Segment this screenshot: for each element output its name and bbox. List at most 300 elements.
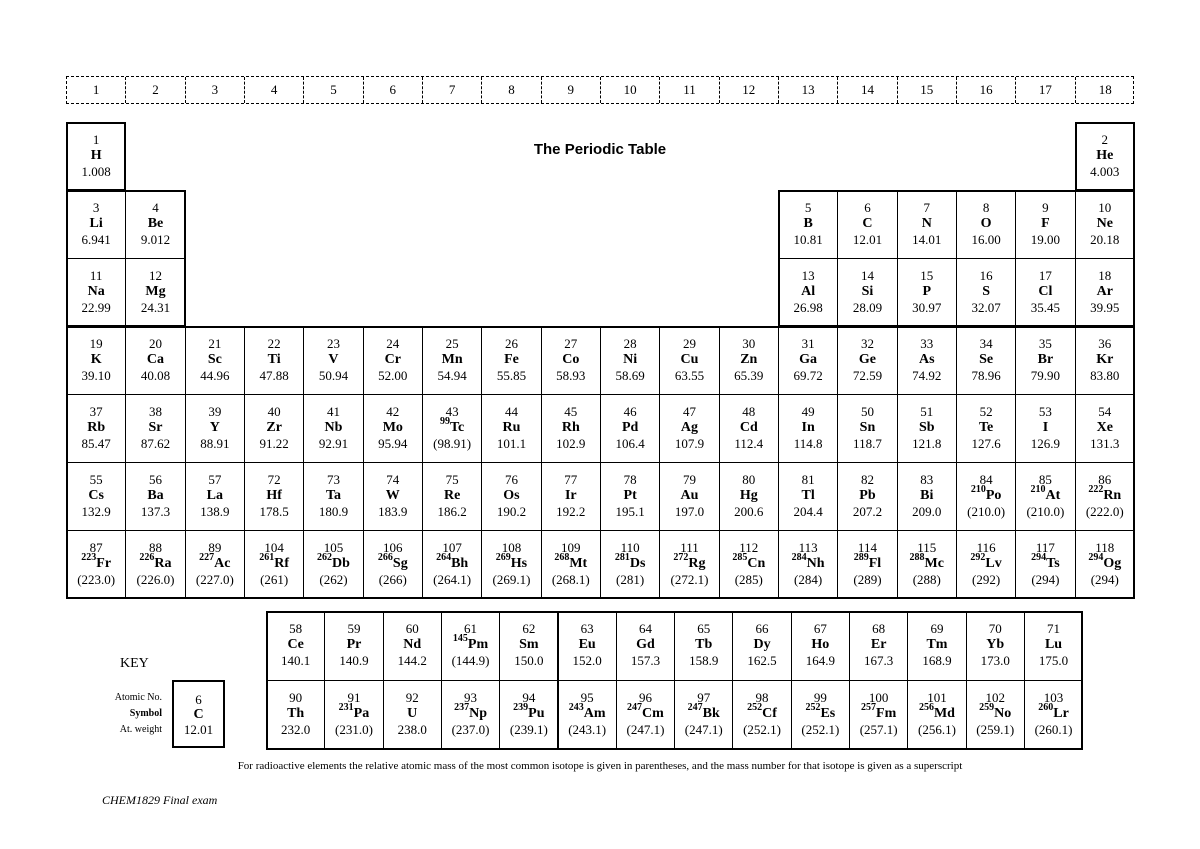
element-cell: [1015, 326, 1075, 395]
element-cell: [558, 680, 617, 750]
element-cell: [616, 611, 675, 681]
atomic-number: 14: [860, 268, 874, 283]
element-symbol: [720, 420, 778, 436]
atomic-number: 78: [623, 472, 637, 487]
atomic-weight: 87.62: [140, 436, 171, 451]
atomic-weight: 238.0: [397, 722, 427, 737]
symbol-text: Pb: [859, 488, 876, 503]
atomic-number: 114: [857, 540, 877, 555]
atomic-number: 109: [561, 540, 581, 555]
element-cell: [849, 680, 908, 750]
symbol-text: Te: [978, 420, 994, 435]
group-number: 15: [898, 77, 957, 103]
symbol-text: B: [803, 216, 813, 231]
element-symbol: [838, 352, 896, 368]
atomic-weight: 167.3: [864, 653, 894, 668]
atomic-weight: 88.91: [200, 436, 230, 451]
element-symbol: [186, 352, 244, 368]
element-symbol: [617, 702, 674, 722]
element-cell: [791, 611, 850, 681]
element-cell: [185, 462, 245, 531]
element-cell: [125, 394, 185, 463]
element-symbol: [423, 416, 481, 436]
atomic-weight: 39.95: [1090, 300, 1120, 315]
atomic-weight: 26.98: [793, 300, 823, 315]
element-symbol: [957, 284, 1015, 300]
atomic-weight: 140.1: [281, 653, 311, 668]
atomic-weight: 47.88: [259, 368, 289, 383]
atomic-number: 24: [386, 336, 400, 351]
element-cell: [1075, 462, 1135, 531]
symbol-text: Gd: [636, 637, 655, 652]
element-cell: [956, 326, 1016, 395]
element-symbol: [908, 637, 965, 653]
exam-label: CHEM1829 Final exam: [102, 793, 218, 807]
group-number: 5: [304, 77, 363, 103]
element-cell: [324, 611, 383, 681]
atomic-weight: (272.1): [670, 572, 709, 587]
mass-number: 272: [673, 552, 689, 564]
atomic-number: 57: [208, 472, 222, 487]
element-cell: [1075, 190, 1135, 259]
atomic-weight: 65.39: [734, 368, 764, 383]
atomic-number: 96: [638, 690, 652, 705]
symbol-text: Ta: [325, 488, 341, 503]
atomic-number: 100: [868, 690, 889, 705]
symbol-text: Mt: [569, 556, 588, 571]
group-number: 4: [245, 77, 304, 103]
element-symbol: [423, 488, 481, 504]
symbol-text: Se: [979, 352, 994, 367]
symbol-text: Sn: [859, 420, 876, 435]
element-symbol: [1016, 284, 1074, 300]
symbol-text: Es: [820, 706, 836, 721]
atomic-weight: 39.10: [81, 368, 111, 383]
element-cell: [266, 611, 325, 681]
atomic-weight: 40.08: [140, 368, 171, 383]
element-symbol: [304, 420, 362, 436]
element-symbol: [1076, 420, 1134, 436]
element-cell: [837, 258, 897, 327]
atomic-weight: 178.5: [259, 504, 289, 519]
group-number: 13: [779, 77, 838, 103]
element-symbol: [1025, 702, 1082, 722]
element-cell: [966, 680, 1025, 750]
atomic-number: 83: [920, 472, 934, 487]
element-cell: [125, 326, 185, 395]
atomic-number: 44: [504, 404, 518, 419]
atomic-number: 112: [739, 540, 759, 555]
element-cell: [732, 680, 791, 750]
mass-number: 226: [139, 552, 155, 564]
symbol-text: Rh: [561, 420, 580, 435]
element-cell: [324, 680, 383, 750]
symbol-text: Li: [89, 216, 103, 231]
atomic-weight: 112.4: [734, 436, 764, 451]
element-cell: [719, 462, 779, 531]
atomic-number: 8: [982, 200, 990, 215]
atomic-number: 115: [917, 540, 937, 555]
atomic-number: 51: [920, 404, 934, 419]
atomic-weight: 30.97: [912, 300, 942, 315]
atomic-weight: (243.1): [568, 722, 607, 737]
atomic-weight: 85.47: [81, 436, 111, 451]
symbol-text: Pd: [621, 420, 639, 435]
element-cell: [674, 611, 733, 681]
atomic-weight: 58.93: [556, 368, 586, 383]
symbol-text: Fm: [876, 706, 897, 721]
atomic-number: 62: [522, 621, 536, 636]
atomic-weight: 192.2: [556, 504, 586, 519]
atomic-number: 38: [148, 404, 162, 419]
atomic-number: 39: [208, 404, 222, 419]
element-symbol: [559, 702, 616, 722]
group-number-header: [66, 76, 1134, 104]
element-symbol: [67, 420, 125, 436]
key-label: KEY: [120, 656, 149, 671]
symbol-text: Db: [332, 556, 350, 571]
symbol-text: Mo: [382, 420, 403, 435]
atomic-weight: (237.0): [451, 722, 490, 737]
element-cell: [541, 394, 601, 463]
element-symbol: [67, 148, 125, 164]
element-symbol: [442, 702, 499, 722]
element-symbol: [660, 488, 718, 504]
key-example-cell: [172, 680, 225, 748]
symbol-text: Ac: [214, 556, 231, 571]
element-cell: [481, 530, 541, 599]
element-symbol: [126, 488, 184, 504]
element-symbol: [660, 552, 718, 572]
element-symbol: [482, 352, 540, 368]
atomic-number: 35: [1038, 336, 1052, 351]
symbol-text: Sg: [392, 556, 408, 571]
symbol-text: Tl: [801, 488, 815, 503]
element-symbol: [850, 702, 907, 722]
mass-number: 223: [81, 552, 97, 564]
symbol-text: Nd: [403, 637, 422, 652]
key-weight-label: At. weight: [119, 724, 162, 735]
atomic-number: 84: [979, 472, 993, 487]
atomic-number: 41: [326, 404, 340, 419]
symbol-text: Cn: [747, 556, 766, 571]
element-cell: [659, 326, 719, 395]
element-symbol: [838, 216, 896, 232]
symbol-text: Sm: [519, 637, 539, 652]
atomic-number: 74: [386, 472, 400, 487]
mass-number: 260: [1038, 702, 1054, 714]
atomic-weight: 195.1: [615, 504, 645, 519]
symbol-text: Cd: [739, 420, 758, 435]
element-symbol: [601, 488, 659, 504]
element-cell: [600, 462, 660, 531]
element-symbol: [67, 284, 125, 300]
element-cell: [244, 326, 304, 395]
element-symbol: [660, 352, 718, 368]
element-cell: [719, 326, 779, 395]
atomic-weight: 95.94: [378, 436, 408, 451]
element-symbol: [423, 352, 481, 368]
atomic-number: 95: [580, 690, 594, 705]
element-symbol: [542, 552, 600, 572]
atomic-number: 13: [801, 268, 815, 283]
element-cell: [674, 680, 733, 750]
symbol-text: Pa: [353, 706, 370, 721]
element-cell: [1015, 190, 1075, 259]
element-cell: [956, 394, 1016, 463]
atomic-weight: 91.22: [259, 436, 289, 451]
atomic-weight: 19.00: [1030, 232, 1061, 247]
atomic-number: 111: [680, 540, 699, 555]
symbol-text: Ge: [858, 352, 876, 367]
symbol-text: Pr: [346, 637, 362, 652]
atomic-number: 103: [1043, 690, 1064, 705]
atomic-number: 117: [1035, 540, 1055, 555]
element-cell: [66, 122, 126, 191]
atomic-number: 98: [755, 690, 769, 705]
element-symbol: [1016, 216, 1074, 232]
symbol-text: Cm: [642, 706, 664, 721]
element-symbol: [423, 552, 481, 572]
element-symbol: [67, 488, 125, 504]
element-cell: [778, 258, 838, 327]
atomic-number: 93: [464, 690, 478, 705]
atomic-number: 101: [927, 690, 947, 705]
mass-number: 294: [1031, 552, 1047, 564]
atomic-weight: 162.5: [747, 653, 777, 668]
atomic-number: 65: [697, 621, 711, 636]
atomic-weight: 79.90: [1030, 368, 1061, 383]
symbol-text: Ir: [564, 488, 577, 503]
element-symbol: [245, 352, 303, 368]
symbol-text: Og: [1103, 556, 1122, 571]
element-symbol: [967, 702, 1024, 722]
group-number: 2: [126, 77, 185, 103]
mass-number: 264: [436, 552, 452, 564]
element-cell: [481, 326, 541, 395]
atomic-weight: 92.91: [318, 436, 349, 451]
atomic-weight: 164.9: [805, 653, 835, 668]
element-cell: [125, 462, 185, 531]
element-symbol: [1016, 552, 1074, 572]
element-symbol: [675, 637, 732, 653]
atomic-weight: 137.3: [140, 504, 171, 519]
element-cell: [363, 394, 423, 463]
element-symbol: [660, 420, 718, 436]
symbol-text: Cf: [762, 706, 777, 721]
symbol-text: Zn: [740, 352, 758, 367]
atomic-weight: 63.55: [674, 368, 705, 383]
atomic-weight: (231.0): [334, 722, 373, 737]
element-cell: [422, 326, 482, 395]
atomic-number: 29: [682, 336, 696, 351]
element-cell: [778, 462, 838, 531]
atomic-number: 6: [864, 200, 871, 215]
atomic-number: 60: [405, 621, 419, 636]
atomic-weight: (269.1): [492, 572, 531, 587]
symbol-text: Lr: [1053, 706, 1069, 721]
element-cell: [897, 394, 957, 463]
element-cell: [125, 190, 185, 259]
symbol-text: Fe: [504, 352, 519, 367]
mass-number: 237: [454, 702, 470, 714]
element-cell: [849, 611, 908, 681]
atomic-number: 53: [1038, 404, 1052, 419]
element-symbol: [245, 552, 303, 572]
element-cell: [1075, 122, 1135, 191]
element-symbol: [126, 352, 184, 368]
atomic-weight: 131.3: [1090, 436, 1120, 451]
element-cell: [383, 611, 442, 681]
atomic-number: 71: [1047, 621, 1061, 636]
atomic-weight: 168.9: [922, 653, 952, 668]
element-symbol: [186, 488, 244, 504]
symbol-text: Bi: [920, 488, 934, 503]
symbol-text: Ba: [147, 488, 164, 503]
atomic-weight: 44.96: [200, 368, 230, 383]
mass-number: 210: [970, 484, 986, 496]
atomic-number: 70: [988, 621, 1002, 636]
element-symbol: [364, 352, 422, 368]
atomic-weight: (281): [616, 572, 645, 587]
atomic-number: 64: [638, 621, 652, 636]
group-number: 14: [838, 77, 897, 103]
symbol-text: Er: [870, 637, 887, 652]
footnote: For radioactive elements the relative atomic mass of the most common isotope is given in parentheses, and the mass number for that isotope is given as a superscript: [237, 760, 963, 772]
element-cell: [1015, 258, 1075, 327]
atomic-number: 59: [347, 621, 361, 636]
element-cell: [966, 611, 1025, 681]
element-symbol: [245, 420, 303, 436]
atomic-weight: (260.1): [1034, 722, 1073, 737]
symbol-text: Br: [1037, 352, 1054, 367]
element-symbol: [850, 637, 907, 653]
atomic-number: 1: [92, 132, 100, 147]
symbol-text: Ca: [146, 352, 165, 367]
atomic-weight: (285): [734, 572, 763, 587]
mass-number: 261: [259, 552, 275, 564]
atomic-number: 52: [979, 404, 993, 419]
symbol-text: Na: [87, 284, 105, 299]
atomic-number: 88: [148, 540, 162, 555]
symbol-text: Md: [933, 706, 955, 721]
element-cell: [791, 680, 850, 750]
element-cell: [481, 394, 541, 463]
key-example-weight: 12.01: [183, 722, 214, 737]
element-cell: [422, 394, 482, 463]
atomic-number: 17: [1038, 268, 1052, 283]
atomic-weight: 83.80: [1090, 368, 1120, 383]
element-symbol: [126, 420, 184, 436]
atomic-number: 37: [89, 404, 103, 419]
mass-number: 288: [909, 552, 925, 564]
element-cell: [778, 190, 838, 259]
atomic-number: 63: [580, 621, 594, 636]
atomic-number: 82: [860, 472, 874, 487]
element-cell: [837, 326, 897, 395]
element-symbol: [792, 637, 849, 653]
mass-number: 269: [495, 552, 511, 564]
element-cell: [66, 258, 126, 327]
symbol-text: Rf: [274, 556, 290, 571]
symbol-text: At: [1045, 488, 1061, 503]
element-symbol: [898, 420, 956, 436]
element-cell: [441, 611, 500, 681]
mass-number: 252: [747, 702, 763, 714]
element-cell: [363, 462, 423, 531]
symbol-text: Ag: [680, 420, 699, 435]
key-atomic-no-label: Atomic No.: [114, 692, 162, 703]
atomic-number: 18: [1098, 268, 1112, 283]
atomic-number: 118: [1095, 540, 1115, 555]
atomic-number: 86: [1098, 472, 1112, 487]
atomic-weight: (257.1): [859, 722, 898, 737]
symbol-text: Ni: [623, 352, 638, 367]
atomic-number: 75: [445, 472, 459, 487]
element-cell: [719, 530, 779, 599]
atomic-weight: 140.9: [339, 653, 369, 668]
symbol-text: Lu: [1044, 637, 1063, 652]
element-symbol: [325, 637, 382, 653]
element-cell: [541, 326, 601, 395]
element-cell: [956, 258, 1016, 327]
atomic-weight: 55.85: [496, 368, 527, 383]
element-cell: [185, 326, 245, 395]
atomic-weight: 152.0: [572, 653, 602, 668]
atomic-number: 47: [682, 404, 696, 419]
atomic-weight: (226.0): [136, 572, 175, 587]
element-cell: [541, 530, 601, 599]
atomic-number: 42: [386, 404, 400, 419]
atomic-number: 11: [89, 268, 103, 283]
symbol-text: Mg: [145, 284, 166, 299]
element-symbol: [482, 552, 540, 572]
element-symbol: [364, 420, 422, 436]
element-symbol: [325, 702, 382, 722]
atomic-number: 80: [742, 472, 756, 487]
atomic-number: 27: [564, 336, 578, 351]
element-cell: [558, 611, 617, 681]
symbol-text: Mc: [924, 556, 944, 571]
element-symbol: [1076, 352, 1134, 368]
atomic-number: 110: [620, 540, 640, 555]
atomic-number: 22: [267, 336, 281, 351]
atomic-weight: (239.1): [509, 722, 548, 737]
group-number: 11: [660, 77, 719, 103]
symbol-text: Be: [147, 216, 164, 231]
element-symbol: [957, 484, 1015, 504]
symbol-text: He: [1096, 148, 1114, 163]
symbol-text: Ar: [1096, 284, 1113, 299]
symbol-text: Pu: [528, 706, 545, 721]
element-cell: [541, 462, 601, 531]
symbol-text: C: [862, 216, 873, 231]
atomic-weight: 4.003: [1090, 164, 1120, 179]
atomic-number: 77: [564, 472, 578, 487]
atomic-weight: 114.8: [793, 436, 823, 451]
atomic-number: 23: [326, 336, 340, 351]
symbol-text: Np: [469, 706, 487, 721]
atomic-number: 7: [923, 200, 931, 215]
element-cell: [897, 258, 957, 327]
atomic-weight: 32.07: [971, 300, 1001, 315]
atomic-number: 43: [445, 404, 459, 419]
atomic-weight: (288): [912, 572, 941, 587]
symbol-text: Nh: [806, 556, 825, 571]
element-cell: [125, 258, 185, 327]
element-symbol: [838, 488, 896, 504]
symbol-text: Bk: [702, 706, 720, 721]
